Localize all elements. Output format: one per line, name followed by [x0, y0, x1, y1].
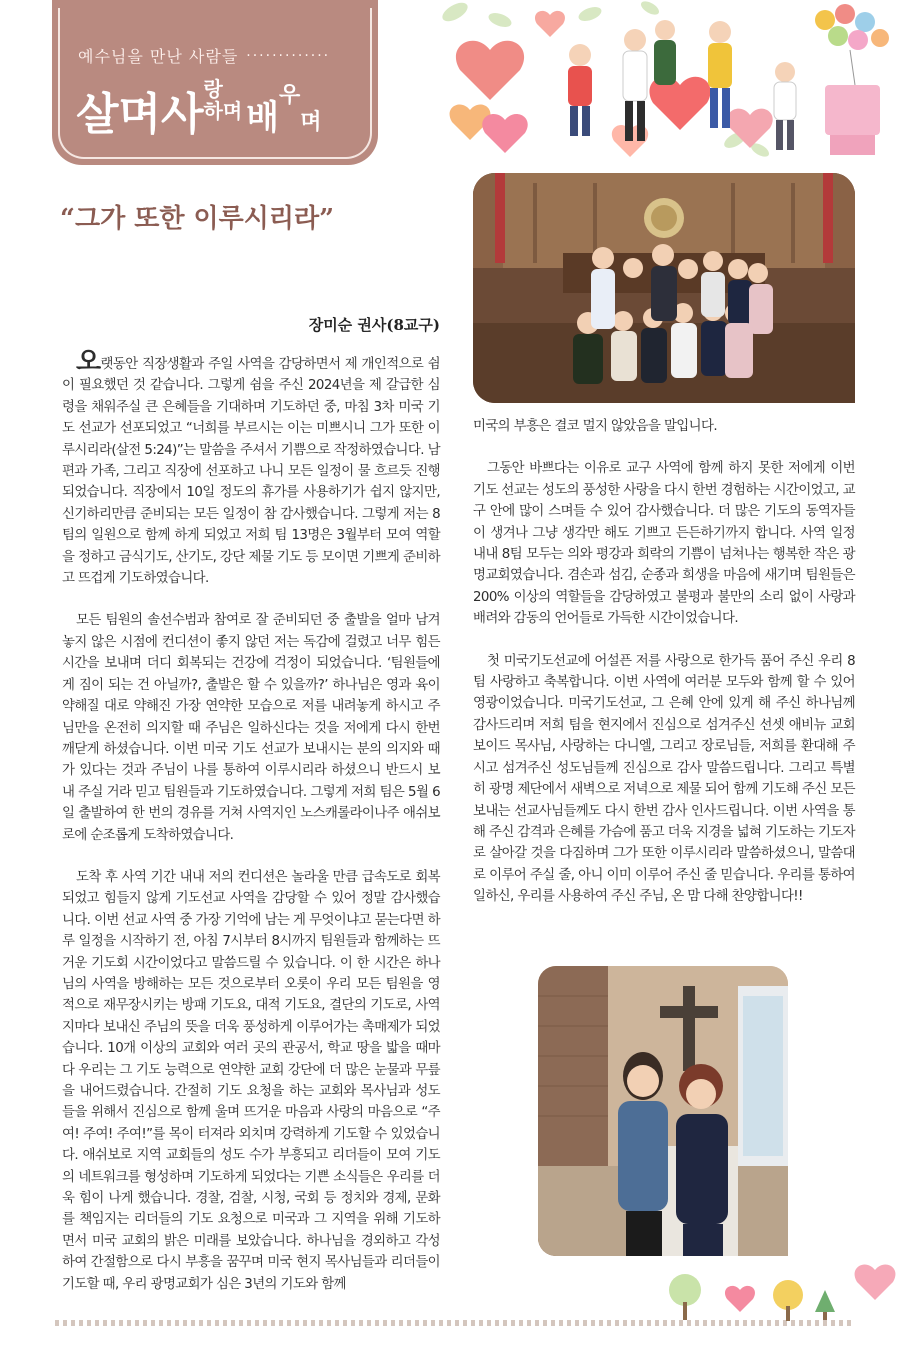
article-right-column: [473, 416, 855, 908]
article-left-column: [62, 347, 440, 1295]
column-title: [76, 78, 322, 142]
paragraph-1: [62, 347, 440, 589]
article-title: “그가 또한 이루시리라”: [60, 204, 335, 234]
title-part-6: 며: [300, 110, 322, 135]
title-part-1: 살며: [76, 89, 162, 140]
balloon-icons: [815, 4, 889, 155]
title-part-2: 사: [161, 89, 204, 140]
heart-icons-footer: [725, 1264, 895, 1312]
header-illustration: [430, 0, 900, 165]
title-part-5: 우: [279, 83, 301, 108]
group-photo: [473, 173, 855, 403]
paragraph-4: 미국의 부흥은 결코 멀지 않았음을 말입니다.: [473, 419, 717, 434]
paragraph-3: 도착 후 사역 기간 내내 저의 컨디션은 놀라울 만큼 급속도로 회복되었고 힘들지 않게 기도선교 사역을 감당할 수 있어 정말 감사했습니다. 이번 선교 사역 중 가장 기억에 남는 게 무엇이냐고 묻는다면 하루 일정을 시작하기 전, 아침 7시부터 8시까지 팀원들과 함께하는 뜨거운 기도회 시간이었다고 말씀드릴 수 있습니다. 이 한 시간은 하나님의 사역을 방해하는 모든 것으로부터 오롯이 우리 모든 팀원을 영적으로 재무장시키는 방패 기도요, 대적 기도요, 결단의 기도로, 사역지마다 보내신 주님의 뜻을 더욱 풍성하게 이루어가는 촉매제가 되었습니다. 10개 이상의 교회와 여러 곳의 관공서, 학교 땅을 밟을 때마다 우리는 그 기도 능력으로 연약한 교회 강단에 더 많은 눈물과 무릎을 내어드렸습니다. 간절히 기도 요청을 하는 교회와 목사님과 성도들을 위해서 진심으로 함께 울며 뜨거운 마음과 사랑의 마음으로 “주여! 주여! 주여!”를 목이 터져라 외치며 강력하게 기도할 수 있었습니다. 애쉬보로 지역 교회들의 성도 수가 부흥되고 리더들이 모여 기도의 네트워크를 형성하며 기도하게 되었다는 기쁜 소식들은 우리를 더욱 힘이 나게 했습니다. 경찰, 검찰, 시청, 국회 등 정치와 경제, 문화를 책임지는 리더들의 기도 요청으로 미국과 그 지역을 위해 기도하면서 미국 교회의 밝은 미래를 보았습니다. 하나님을 경외하고 각성하여 간절함으로 다시 부흥을 꿈꾸며 미국 현지 목사님들과 리더들이 기도할 때, 우리 광명교회가 심은 3년의 기도와 함께: [62, 869, 440, 1292]
paragraph-1-text: 랫동안 직장생활과 주일 사역을 감당하면서 제 개인적으로 쉼이 필요했던 것 같습니다. 그렇게 쉼을 주신 2024년을 제 갈급한 심령을 채워주실 큰 은혜들을 기대하며 기도하던 중, 마침 3차 미국 기도 선교가 선포되었고 “너희를 부르시는 이는 미쁘시니 그가 또한 이루시리라(살전 5:24)”는 말씀을 주셔서 기쁨으로 작정하였습니다. 남편과 가족, 그리고 직장에 선포하고 나니 모든 일정이 물 흐르듯 진행되었습니다. 직장에서 10일 정도의 휴가를 사용하기가 쉽지 않지만, 신기하리만큼 준비되는 모든 일정이 참 감사했습니다. 그렇게 저는 8팀의 일원으로 함께 하게 되었고 저희 팀 13명은 3월부터 모여 역할을 정하고 금식기도, 산기도, 강단 제물 기도 등 모이면 기쁘게 준비하고 뜨겁게 기도하였습니다.: [62, 357, 440, 587]
title-part-3a: 랑: [203, 77, 223, 101]
title-stack: [204, 78, 243, 122]
paragraph-6: 첫 미국기도선교에 어설픈 저를 사랑으로 한가득 품어 주신 우리 8팀 사랑하고 축복합니다. 이번 사역에 여러분 모두와 함께 할 수 있어 영광이었습니다. 미국기도선교, 그 은혜 안에 있게 해 주신 하나님께 감사드리며 저희 팀을 현지에서 진심으로 섬겨주신 선셋 애비뉴 교회 보이드 목사님, 사랑하는 다니엘, 그리고 장로님들, 저희를 환대해 주시고 섬겨주신 성도님들께 진심으로 감사 말씀드립니다. 그리고 특별히 광명 제단에서 새벽으로 저녁으로 제물 되어 함께 기도해 주신 모든 보내는 선교사님들께도 다시 한번 감사 인사드립니다. 이번 사역을 통해 주신 감격과 은혜를 가슴에 품고 더욱 지경을 넓혀 기도하는 기도자로 살아갈 것을 다짐하며 그가 또한 이루시리라 말씀하셨으니, 말씀대로 이루어 주실 줄, 아니 이미 이루어 주신 줄 믿습니다. 우리를 통하여 일하신, 우리를 사용하여 주신 주님, 온 맘 다해 찬양합니다!!: [473, 653, 855, 905]
series-dots: ·············: [246, 47, 331, 64]
series-label: [78, 44, 330, 67]
pair-photo: [538, 966, 788, 1256]
drop-cap: 오: [76, 347, 101, 377]
footer-illustration: [650, 1250, 900, 1330]
paragraph-2: 모든 팀원의 솔선수범과 참여로 잘 준비되던 중 출발을 얼마 남겨놓지 않은 시점에 컨디션이 좋지 않던 저는 독감에 걸렸고 너무 힘든 시간을 보내며 더디 회복되는 건강에 걱정이 되었습니다. ‘팀원들에게 짐이 되는 건 아닐까?, 출발은 할 수 있을까?’ 하나님은 영과 육이 약해질 대로 약해진 가장 연약한 모습으로 저를 내려놓게 하시고 주님만을 온전히 의지할 때 주님은 일하신다는 것을 저에게 다시 한번 깨닫게 하셨습니다. 이번 미국 기도 선교가 보내시는 분의 의지와 때가 있다는 것과 주님이 나를 통하여 이루시리라 하셨으니 반드시 보내 주실 거라 믿고 팀원들과 기도하였습니다. 그렇게 저희 팀은 5월 6일 출발하여 한 번의 경유를 거쳐 사역지인 노스캐롤라이나주 애쉬보로에 순조롭게 도착하였습니다.: [62, 613, 440, 843]
paragraph-5: 그동안 바쁘다는 이유로 교구 사역에 함께 하지 못한 저에게 이번 기도 선교는 성도의 풍성한 사랑을 다시 한번 경험하는 시간이었고, 교구 안에 많이 스며들 수 있어 감사했습니다. 더 많은 기도의 동역자들이 생겨나 그냥 생각만 해도 기쁘고 든든하기까지 합니다. 사역 일정 내내 8팀 모두는 의와 평강과 희락의 기쁨이 넘쳐나는 행복한 작은 광명교회였습니다. 겸손과 섬김, 순종과 희생을 마음에 새기며 팀원들은 200% 이상의 역할들을 감당하였고 불평과 불만의 소리 없이 사랑과 배려와 감동의 언어들로 가득한 시간이었습니다.: [473, 461, 855, 627]
title-part-3b: 하며: [203, 99, 243, 123]
series-title: 예수님을 만난 사람들: [78, 47, 239, 66]
title-part-4: 배: [246, 98, 280, 138]
article-byline: 장미순 권사(8교구): [308, 316, 440, 334]
